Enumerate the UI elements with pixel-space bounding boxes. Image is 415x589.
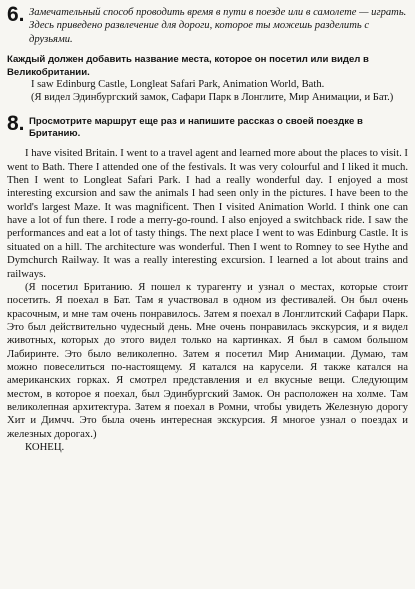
story-russian-translation: (Я посетил Британию. Я пошел к турагенту и узнал о местах, которые стоит посетить. Я поехал в Бат. Там я участвовал в одном из фестивалей. Он был очень красочным, и мне там очень понравилось. Затем я поехал в Лонглитский Сафари Парк. Это был действительно чудесный день. Мне очень понравилась экскурсия, и я видел животных, которых до этого видел только на картинках. Я был в самом большом Лабиринте. Это было великолепно. Затем я посетил Мир Анимации. Думаю, там можно повеселиться по-настоящему. Я катался на карусели. Я также катался на американских горках. Я смотрел представления и ел вкусные вещи. Следующим местом, в которое я поехал, был Эдинбургский Замок. Он расположен на холме. Там великолепная архитектура. Затем я поехал в Ромни, чтобы увидеть Железную дорогу Хит и Димчч. Это была очень интересная экскурсия. Я многое узнал о поездах и железных дорогах.): [7, 280, 408, 440]
task-8-title: Просмотрите маршрут еще раз и напишите рассказ о своей поездке в Британию.: [29, 115, 363, 139]
task-6: [7, 4, 408, 105]
task-6-instruction: Каждый должен добавить название места, которое он посетил или видел в Великобритании.: [7, 54, 369, 78]
task-8-number: 8.: [7, 111, 25, 135]
task-8-header: [7, 113, 408, 141]
story-ending: КОНЕЦ.: [25, 440, 65, 453]
task-6-header: [7, 4, 408, 46]
task-8: [7, 113, 408, 455]
task-6-translation: (Я видел Эдинбургский замок, Сафари Парк в Лонглите, Мир Анимации, и Бат.): [31, 92, 394, 103]
task-6-intro: Замечательный способ проводить время в пути в поезде или в самолете — играть. Здесь приведено развлечение для дороги, которое ты можешь разделить с друзьями.: [29, 7, 407, 45]
task-6-number: 6.: [7, 3, 25, 26]
story-english: I have visited Britain. I went to a travel agent and learned more about the places to visit. I went to Bath. There I attended one of the festivals. It was very colourful and I liked it much. Then I went to Longleat Safari Park. I had a really wonderful day. I enjoyed a most interesting excursion and saw the animals I had seen only in the pictures. I have been to the world's largest Maze. It was magnificent. Then I visited Animation World. I think one can have a lot of fun there. I rode a merry-go-round. I also enjoyed a switchback ride. I saw the performances and eat a lot of tasty things. The next place I went to was Edinburg Castle. It is situated on a hill. The architecture was wonderful. Then I went to Romney to see Hythe and Dymchurch Railway. It was a really interesting excursion. I learned a lot about trains and railways.: [7, 147, 408, 280]
task-6-answer: I saw Edinburg Castle, Longleat Safari Park, Animation World, Bath.: [31, 79, 325, 91]
